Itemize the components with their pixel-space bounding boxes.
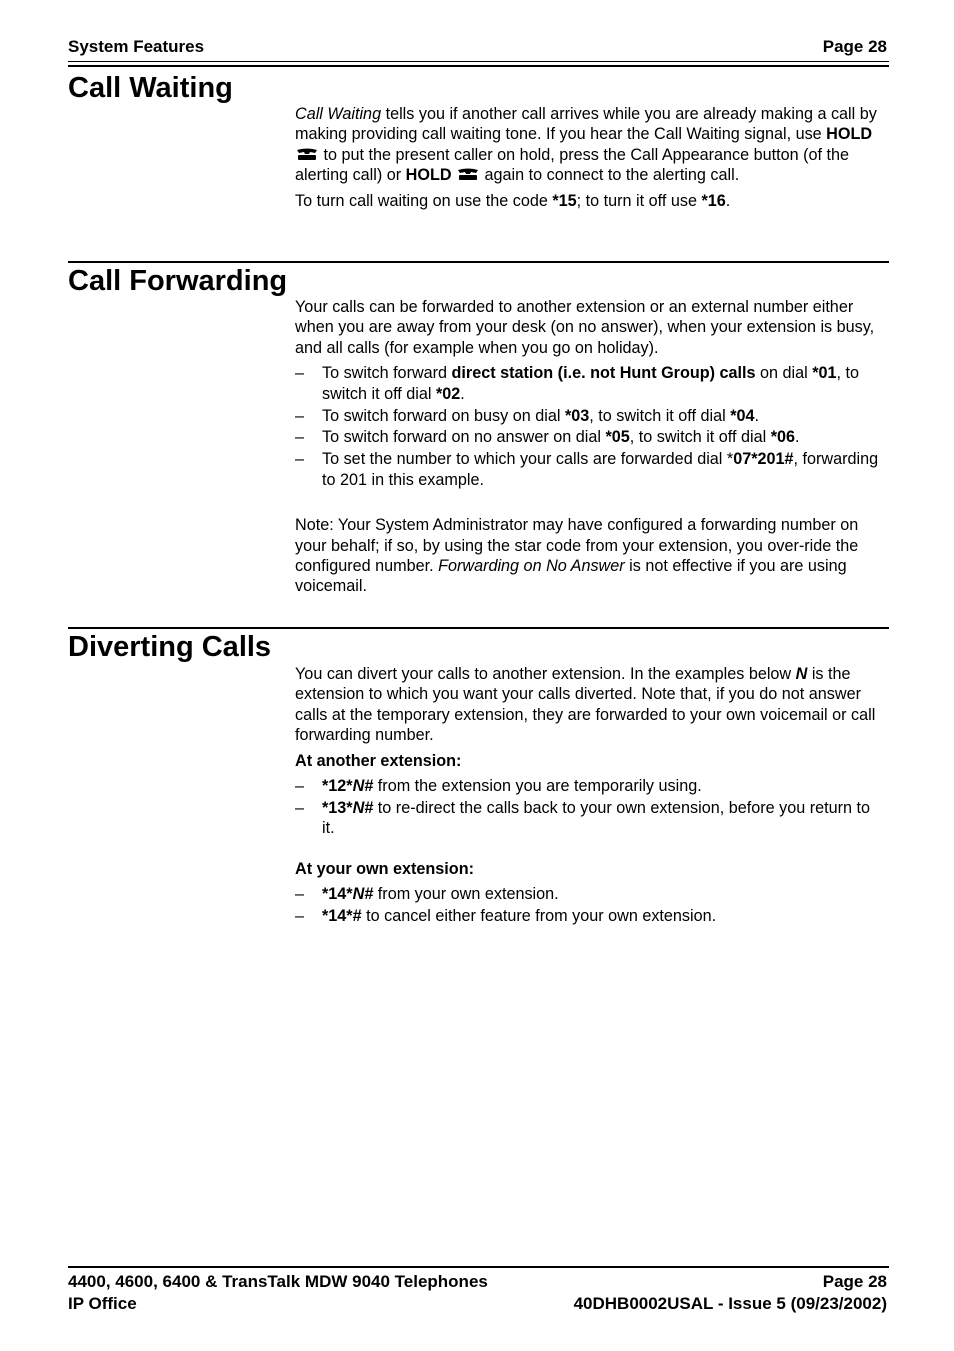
own-extension-list: [295, 884, 885, 926]
hold-phone-icon: [456, 168, 480, 181]
list-item: – *14*N# from your own extension.: [295, 884, 885, 904]
list-item: – *14*# to cancel either feature from your own extension.: [295, 906, 885, 926]
call-forwarding-note: Note: Your System Administrator may have configured a forwarding number on your behalf; if so, by using the star code from your extension, you over-ride the configured number. Forwarding on No Answer is not effective if you are using voicemail.: [295, 516, 859, 596]
call-waiting-paragraph: Call Waiting tells you if another call arrives while you are already making a call by making providing call waiting tone. If you hear the Call Waiting signal, use HOLD to put the present caller on hold, press the Call Appearance button (of the alerting call) or HOLD again to connect to the alerting call.: [295, 105, 877, 185]
footer-system: IP Office: [68, 1294, 137, 1313]
section-rule: [68, 627, 889, 629]
call-waiting-codes: To turn call waiting on use the code *15; to turn it off use *16.: [295, 191, 731, 210]
list-item: – To switch forward on no answer on dial *05, to switch it off dial *06.: [295, 427, 885, 447]
header-section: System Features: [68, 37, 205, 56]
section-rule: [68, 261, 889, 263]
list-item: – *12*N# from the extension you are temporarily using.: [295, 776, 885, 796]
call-forwarding-intro: Your calls can be forwarded to another extension or an external number either when you are away from your desk (on no answer), when your extension is busy, and all calls (for example when you go on holiday).: [295, 298, 875, 357]
header-page: Page 28: [822, 37, 887, 56]
footer-line-1: [68, 1271, 887, 1292]
hold-phone-icon: [295, 148, 319, 161]
another-extension-list: [295, 776, 885, 839]
call-waiting-body: [295, 104, 885, 216]
another-extension-heading: At another extension:: [295, 751, 462, 770]
call-waiting-title: Call Waiting: [68, 72, 233, 104]
list-item: – To switch forward direct station (i.e. not Hunt Group) calls on dial *01, to switch it off dial *02.: [295, 363, 885, 404]
footer-issue: 40DHB0002USAL - Issue 5 (09/23/2002): [573, 1294, 887, 1313]
list-item: – *13*N# to re-direct the calls back to your own extension, before you return to it.: [295, 798, 885, 839]
list-item: – To set the number to which your calls are forwarded dial *07*201#, forwarding to 201 in this example.: [295, 449, 885, 490]
diverting-calls-body: [295, 664, 885, 928]
header-rule: [68, 61, 889, 67]
own-extension-heading: At your own extension:: [295, 859, 474, 878]
footer-line-2: [68, 1293, 887, 1314]
footer-rule: [68, 1266, 889, 1268]
call-forwarding-body: [295, 297, 885, 602]
list-item: – To switch forward on busy on dial *03, to switch it off dial *04.: [295, 406, 885, 426]
call-forwarding-title: Call Forwarding: [68, 265, 288, 297]
call-forwarding-list: [295, 363, 885, 490]
footer-product: 4400, 4600, 6400 & TransTalk MDW 9040 Telephones: [68, 1272, 488, 1291]
footer-page: Page 28: [822, 1272, 887, 1291]
diverting-calls-intro: You can divert your calls to another extension. In the examples below N is the extension to which you want your calls diverted. Note that, if you do not answer calls at the temporary extension, they are forwarded to your own voicemail or call forwarding number.: [295, 665, 876, 745]
diverting-calls-title: Diverting Calls: [68, 631, 272, 663]
page-header: [68, 37, 887, 57]
